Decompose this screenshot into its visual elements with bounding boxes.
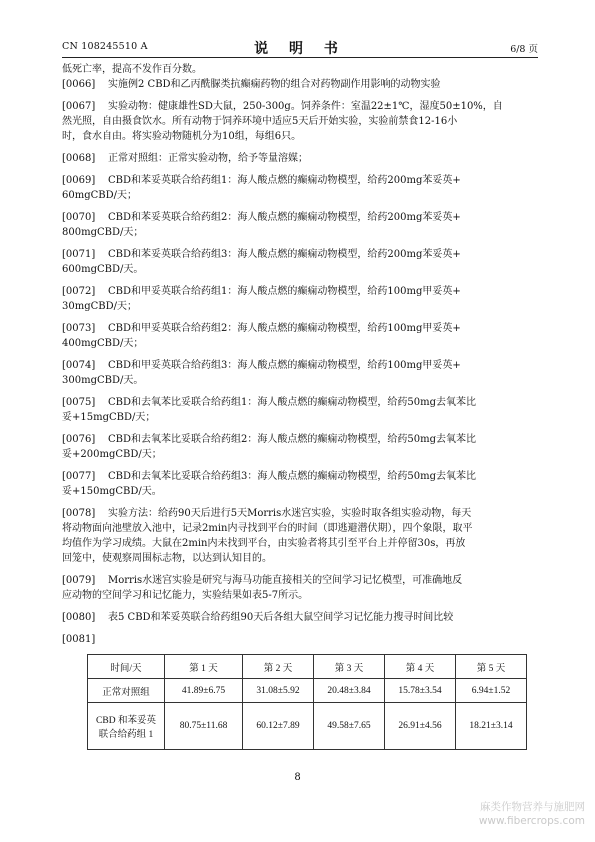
paragraph [62,506,538,566]
paragraph-gap [62,92,538,99]
line-text: 妥+150mgCBD/天。 [62,486,162,497]
text-line [62,284,538,299]
value-cell: 31.08±5.92 [243,679,314,703]
line-text: 时，食水自由。将实验动物随机分为10组，每组6只。 [62,131,302,142]
paragraph-number: [0077] [62,471,96,482]
page-number: 8 [294,772,301,783]
page-header [62,38,538,56]
paragraph [62,62,538,77]
text-line [62,210,538,225]
text-line [62,484,538,499]
table-row [88,703,527,750]
table-header-cell: 第 4 天 [385,655,456,679]
paragraph-gap [62,277,538,284]
text-line [62,62,538,77]
paragraph [62,610,538,625]
table-row [88,679,527,703]
paragraph-number: [0080] [62,612,96,623]
line-text: 实施例2 CBD和乙丙酰脲类抗癫痫药物的组合对药物副作用影响的动物实验 [108,79,441,90]
line-text: 回笼中，使观察周围标志物，以达到认知目的。 [62,553,272,564]
text-line [62,469,538,484]
text-line [62,506,538,521]
paragraph-number: [0074] [62,360,96,371]
table-header-cell: 第 1 天 [165,655,243,679]
paragraph [62,358,538,388]
value-cell: 26.91±4.56 [385,703,456,750]
text-line [62,573,538,588]
line-text: CBD和去氧苯比妥联合给药组1：海人酸点燃的癫痫动物模型，给药50mg去氧苯比 [108,397,476,408]
line-text: 800mgCBD/天； [62,227,144,238]
text-line [62,536,538,551]
text-line [62,610,538,625]
text-line [62,129,538,144]
text-line [62,321,538,336]
watermark-line: 麻类作物营养与施肥网 [480,801,585,813]
line-text: CBD和去氧苯比妥联合给药组2：海人酸点燃的癫痫动物模型，给药50mg去氧苯比 [108,434,476,445]
paragraph-gap [62,144,538,151]
line-text: 妥+15mgCBD/天； [62,412,156,423]
value-cell: 15.78±3.54 [385,679,456,703]
text-line [62,447,538,462]
paragraph-gap [62,166,538,173]
line-text: CBD和苯妥英联合给药组1：海人酸点燃的癫痫动物模型，给药200mg苯妥英+ [108,175,461,186]
paragraph-number: [0079] [62,575,96,586]
text-line [62,632,538,647]
paragraph-number: [0076] [62,434,96,445]
paragraph [62,173,538,203]
paragraph-number: [0075] [62,397,96,408]
paragraph-number: [0067] [62,101,96,112]
paragraph-gap [62,203,538,210]
watermark-line: www.fibercrops.com [478,815,585,827]
paragraph-number: [0072] [62,286,96,297]
value-cell: 60.12±7.89 [243,703,314,750]
table-header-cell: 第 5 天 [456,655,527,679]
text-line [62,77,538,92]
patent-number: CN 108245510 A [62,41,148,52]
line-text: CBD和甲妥英联合给药组1：海人酸点燃的癫痫动物模型，给药100mg甲妥英+ [108,286,461,297]
paragraph-number: [0066] [62,79,96,90]
text-line [62,373,538,388]
table-header-row [88,655,527,679]
line-text: CBD和甲妥英联合给药组3：海人酸点燃的癫痫动物模型，给药100mg甲妥英+ [108,360,461,371]
line-text: 实验动物：健康雄性SD大鼠，250-300g。饲养条件：室温22±1℃，湿度50±10%，自 [108,101,503,112]
text-line [62,262,538,277]
line-text: 妥+200mgCBD/天； [62,449,162,460]
paragraph-number: [0081] [62,634,96,645]
text-line [62,588,538,603]
paragraph-gap [62,462,538,469]
group-cell: 正常对照组 [88,679,165,703]
line-text: 低死亡率，提高不发作百分数。 [62,64,202,75]
text-line [62,299,538,314]
paragraph [62,151,538,166]
value-cell: 6.94±1.52 [456,679,527,703]
value-cell: 49.58±7.65 [314,703,385,750]
paragraph [62,321,538,351]
paragraph [62,77,538,92]
paragraph-gap [62,388,538,395]
group-line: CBD 和苯妥英 [96,716,156,726]
table-header-cell: 第 3 天 [314,655,385,679]
line-text: 实验方法：给药90天后进行5天Morris水迷宫实验，实验时取各组实验动物，每天 [108,508,472,519]
value-cell: 20.48±3.84 [314,679,385,703]
text-line [62,247,538,262]
line-text: 正常对照组：正常实验动物，给予等量溶媒； [108,153,308,164]
paragraph-number: [0071] [62,249,96,260]
text-line [62,395,538,410]
line-text: 60mgCBD/天； [62,190,137,201]
paragraph [62,573,538,603]
text-line [62,188,538,203]
paragraph [62,247,538,277]
paragraph-gap [62,240,538,247]
paragraph-gap [62,625,538,632]
paragraph-gap [62,314,538,321]
line-text: 将动物面向池壁放入池中，记录2min内寻找到平台的时间（即逃避潜伏期），四个象限，取平 [62,523,473,534]
value-cell: 18.21±3.14 [456,703,527,750]
line-text: CBD和苯妥英联合给药组2：海人酸点燃的癫痫动物模型，给药200mg苯妥英+ [108,212,461,223]
paragraph [62,210,538,240]
value-cell: 41.89±6.75 [165,679,243,703]
watermark [479,800,585,828]
results-table [87,654,527,750]
line-text: 应动物的空间学习和记忆能力，实验结果如表5-7所示。 [62,590,309,601]
text-line [62,99,538,114]
text-line [62,114,538,129]
paragraph-number: [0078] [62,508,96,519]
paragraph-gap [62,425,538,432]
text-line [62,173,538,188]
line-text: 表5 CBD和苯妥英联合给药组90天后各组大鼠空间学习记忆能力搜寻时间比较 [108,612,454,623]
line-text: 400mgCBD/天； [62,338,144,349]
paragraph-gap [62,566,538,573]
paragraph-number: [0069] [62,175,96,186]
line-text: 300mgCBD/天。 [62,375,144,386]
text-line [62,551,538,566]
paragraph [62,99,538,144]
paragraph [62,469,538,499]
text-line [62,336,538,351]
paragraph [62,395,538,425]
line-text: 然光照，自由摄食饮水。所有动物于饲养环境中适应5天后开始实验，实验前禁食12-16小 [62,116,458,127]
text-line [62,225,538,240]
paragraph [62,284,538,314]
text-line [62,521,538,536]
group-cell [88,703,165,750]
paragraph-gap [62,603,538,610]
line-text: 30mgCBD/天； [62,301,137,312]
paragraph-gap [62,351,538,358]
header-divider [62,57,538,58]
text-line [62,432,538,447]
line-text: 600mgCBD/天。 [62,264,144,275]
document-title: 说 明 书 [254,41,346,57]
paragraph-number: [0070] [62,212,96,223]
text-line [62,151,538,166]
text-line [62,358,538,373]
page-indicator: 6/8 页 [510,44,538,55]
value-cell: 80.75±11.68 [165,703,243,750]
line-text: CBD和甲妥英联合给药组2：海人酸点燃的癫痫动物模型，给药100mg甲妥英+ [108,323,461,334]
paragraph [62,632,538,647]
paragraph-number: [0068] [62,153,96,164]
line-text: Morris水迷宫实验是研究与海马功能直接相关的空间学习记忆模型，可准确地反 [108,575,463,586]
body-text [62,62,538,647]
line-text: 均值作为学习成绩。大鼠在2min内未找到平台，由实验者将其引至平台上并停留30s，再放 [62,538,466,549]
paragraph-gap [62,499,538,506]
table-header-cell: 第 2 天 [243,655,314,679]
paragraph-number: [0073] [62,323,96,334]
text-line [62,410,538,425]
table-header-cell: 时间/天 [88,655,165,679]
line-text: CBD和去氧苯比妥联合给药组3：海人酸点燃的癫痫动物模型，给药50mg去氧苯比 [108,471,476,482]
group-line: 联合给药组 1 [98,730,154,740]
line-text: CBD和苯妥英联合给药组3：海人酸点燃的癫痫动物模型，给药200mg苯妥英+ [108,249,461,260]
paragraph [62,432,538,462]
